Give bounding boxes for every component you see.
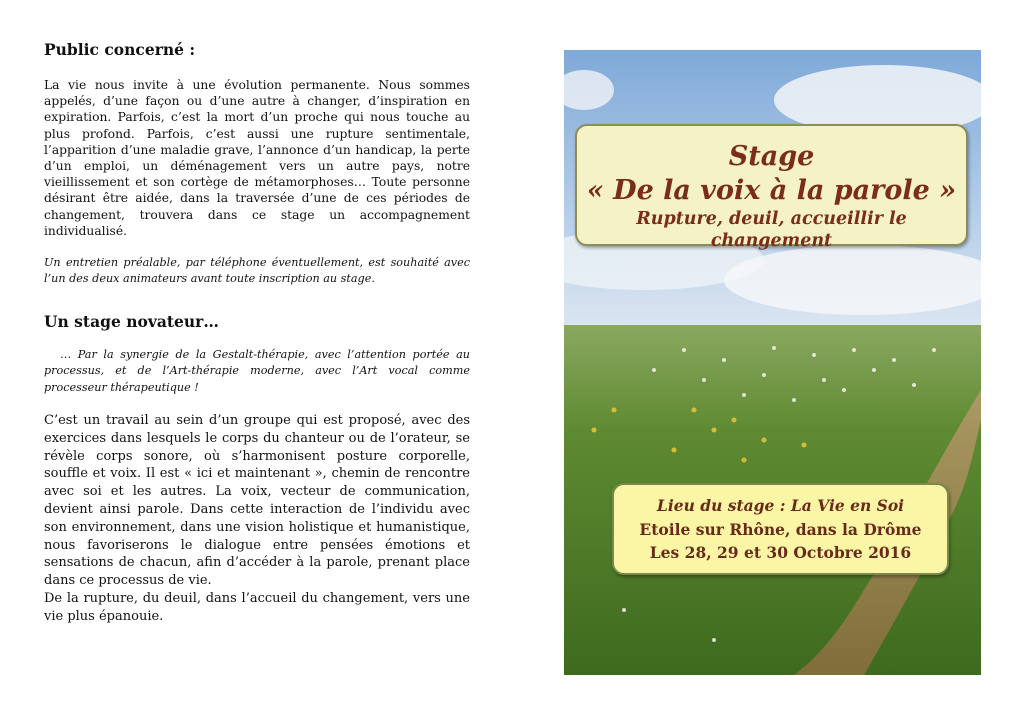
- info-location: Lieu du stage : La Vie en Soi: [656, 496, 905, 515]
- group-work-paragraph: C’est un travail au sein d’un groupe qui est proposé, avec des exercices dans lesquels le corps du chanteur ou de l’orateur, se révèle corps sonore, où s’harmonisent posture corporelle, souffle et voix. Il est « ici et maintenant », chemin de rencontre avec soi et les autres. La voix, vecteur de communication, devient ainsi parole. Dans cette interaction de l’individu avec son environnement, dans une vision holistique et humanistique, nous favoriserons le dialogue entre pensées émotions et sensations de chacun, afin d’accéder à la parole, prenant place dans ce processus de vie.: [44, 413, 470, 589]
- synergy-quote: … Par la synergie de la Gestalt-thérapie, avec l’attention portée au processus, et de l’Art-thérapie moderne, avec l’Art vocal comme processeur thérapeutique !: [44, 347, 470, 394]
- poster-title-line1: Stage: [728, 141, 815, 172]
- poster-subtitle: Rupture, deuil, accueillir le changement: [636, 209, 907, 251]
- interview-note: Un entretien préalable, par téléphone éventuellement, est souhaité avec l’un des deux animateurs avant toute inscription au stage.: [44, 256, 470, 286]
- title-box: [575, 124, 968, 251]
- poster-title-line2: « De la voix à la parole »: [586, 175, 957, 206]
- left-column: [44, 40, 470, 626]
- info-dates: Les 28, 29 et 30 Octobre 2016: [649, 543, 912, 562]
- public-paragraph: La vie nous invite à une évolution permanente. Nous sommes appelés, d’une façon ou d’une autre à changer, d’inspiration en expiration. Parfois, c’est la mort d’un proche qui nous touche au plus profond. Parfois, c’est aussi une rupture sentimentale, l’apparition d’une maladie grave, l’annonce d’un handicap, la perte d’un emploi, un déménagement vers un autre pays, notre vieillissement et son cortège de métamorphoses… Toute personne désirant être aidée, dans la traversée d’une de ces périodes de changement, trouvera dans ce stage un accompagnement individualisé.: [44, 78, 470, 238]
- stage-poster: [564, 50, 981, 675]
- info-town: Etoile sur Rhône, dans la Drôme: [639, 519, 922, 539]
- section-title-public: Public concerné :: [44, 40, 196, 59]
- section-title-novateur: Un stage novateur…: [44, 311, 219, 331]
- closing-paragraph: De la rupture, du deuil, dans l’accueil du changement, vers une vie plus épanouie.: [44, 591, 470, 624]
- info-box: [612, 483, 949, 575]
